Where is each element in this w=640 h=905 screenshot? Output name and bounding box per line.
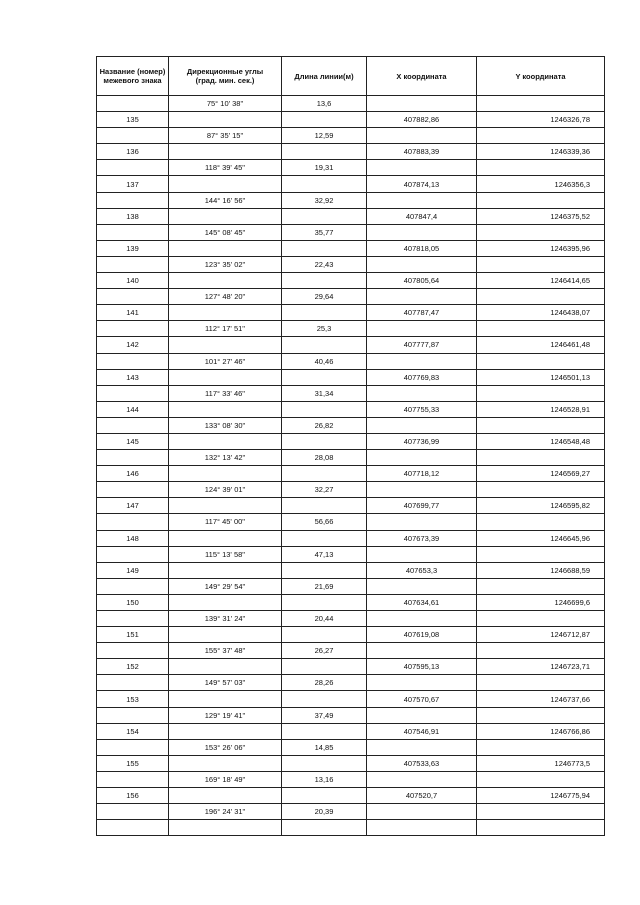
line-length-cell: 26,82	[282, 417, 367, 433]
table-row	[97, 144, 605, 160]
line-length-cell: 21,69	[282, 578, 367, 594]
direction-angle-cell: 139° 31' 24"	[169, 611, 282, 627]
y-coordinate-cell: 1246395,96	[477, 240, 605, 256]
direction-angle-cell	[169, 176, 282, 192]
direction-angle-cell: 112° 17' 51"	[169, 321, 282, 337]
coordinates-table	[96, 56, 605, 836]
direction-angle-cell	[169, 498, 282, 514]
direction-angle-cell	[169, 208, 282, 224]
line-length-cell	[282, 788, 367, 804]
x-coordinate-cell: 407874,13	[367, 176, 477, 192]
table-row	[97, 224, 605, 240]
table-row	[97, 755, 605, 771]
direction-angle-cell: 101° 27' 46"	[169, 353, 282, 369]
line-length-cell	[282, 112, 367, 128]
point-name-cell	[97, 417, 169, 433]
x-coordinate-cell	[367, 482, 477, 498]
direction-angle-cell: 196° 24' 31"	[169, 804, 282, 820]
x-coordinate-cell: 407883,39	[367, 144, 477, 160]
x-coordinate-cell	[367, 611, 477, 627]
line-length-cell: 37,49	[282, 707, 367, 723]
table-row	[97, 240, 605, 256]
x-coordinate-cell: 407520,7	[367, 788, 477, 804]
y-coordinate-cell: 1246528,91	[477, 401, 605, 417]
direction-angle-cell	[169, 755, 282, 771]
point-name-cell	[97, 128, 169, 144]
line-length-cell	[282, 820, 367, 836]
y-coordinate-cell	[477, 450, 605, 466]
header-line-length: Длина линии(м)	[282, 57, 367, 96]
table-row	[97, 514, 605, 530]
line-length-cell	[282, 240, 367, 256]
line-length-cell	[282, 594, 367, 610]
direction-angle-cell: 145° 08' 45"	[169, 224, 282, 240]
direction-angle-cell	[169, 337, 282, 353]
point-name-cell: 156	[97, 788, 169, 804]
point-name-cell	[97, 611, 169, 627]
direction-angle-cell	[169, 273, 282, 289]
x-coordinate-cell	[367, 514, 477, 530]
direction-angle-cell: 169° 18' 49"	[169, 771, 282, 787]
line-length-cell: 32,27	[282, 482, 367, 498]
line-length-cell: 40,46	[282, 353, 367, 369]
point-name-cell	[97, 450, 169, 466]
y-coordinate-cell	[477, 514, 605, 530]
line-length-cell: 31,34	[282, 385, 367, 401]
direction-angle-cell: 87° 35' 15"	[169, 128, 282, 144]
x-coordinate-cell: 407673,39	[367, 530, 477, 546]
point-name-cell: 137	[97, 176, 169, 192]
y-coordinate-cell	[477, 321, 605, 337]
table-row	[97, 707, 605, 723]
direction-angle-cell	[169, 820, 282, 836]
point-name-cell	[97, 256, 169, 272]
y-coordinate-cell	[477, 611, 605, 627]
y-coordinate-cell	[477, 643, 605, 659]
line-length-cell	[282, 305, 367, 321]
y-coordinate-cell	[477, 160, 605, 176]
table-header-row	[97, 57, 605, 96]
x-coordinate-cell: 407777,87	[367, 337, 477, 353]
table-row	[97, 321, 605, 337]
point-name-cell: 147	[97, 498, 169, 514]
x-coordinate-cell: 407699,77	[367, 498, 477, 514]
point-name-cell	[97, 482, 169, 498]
point-name-cell: 141	[97, 305, 169, 321]
table-row	[97, 208, 605, 224]
point-name-cell: 150	[97, 594, 169, 610]
line-length-cell: 25,3	[282, 321, 367, 337]
line-length-cell: 19,31	[282, 160, 367, 176]
line-length-cell: 47,13	[282, 546, 367, 562]
point-name-cell: 155	[97, 755, 169, 771]
direction-angle-cell	[169, 562, 282, 578]
y-coordinate-cell: 1246339,36	[477, 144, 605, 160]
line-length-cell	[282, 144, 367, 160]
direction-angle-cell	[169, 112, 282, 128]
point-name-cell: 142	[97, 337, 169, 353]
point-name-cell	[97, 224, 169, 240]
point-name-cell	[97, 804, 169, 820]
line-length-cell	[282, 530, 367, 546]
table-row	[97, 192, 605, 208]
x-coordinate-cell	[367, 820, 477, 836]
table-row	[97, 594, 605, 610]
line-length-cell	[282, 176, 367, 192]
x-coordinate-cell	[367, 771, 477, 787]
point-name-cell: 151	[97, 627, 169, 643]
table-row	[97, 305, 605, 321]
line-length-cell	[282, 723, 367, 739]
line-length-cell: 20,39	[282, 804, 367, 820]
header-y-coordinate: Y координата	[477, 57, 605, 96]
y-coordinate-cell: 1246414,65	[477, 273, 605, 289]
x-coordinate-cell	[367, 96, 477, 112]
table-row	[97, 256, 605, 272]
point-name-cell	[97, 771, 169, 787]
point-name-cell	[97, 514, 169, 530]
table-row	[97, 643, 605, 659]
x-coordinate-cell	[367, 450, 477, 466]
table-row	[97, 771, 605, 787]
line-length-cell: 56,66	[282, 514, 367, 530]
header-x-coordinate: X координата	[367, 57, 477, 96]
line-length-cell	[282, 208, 367, 224]
table-row	[97, 96, 605, 112]
point-name-cell: 140	[97, 273, 169, 289]
line-length-cell	[282, 562, 367, 578]
y-coordinate-cell	[477, 675, 605, 691]
point-name-cell: 148	[97, 530, 169, 546]
table-row	[97, 659, 605, 675]
line-length-cell: 22,43	[282, 256, 367, 272]
point-name-cell: 152	[97, 659, 169, 675]
direction-angle-cell	[169, 530, 282, 546]
point-name-cell: 154	[97, 723, 169, 739]
table-row	[97, 337, 605, 353]
point-name-cell: 153	[97, 691, 169, 707]
point-name-cell: 143	[97, 369, 169, 385]
direction-angle-cell	[169, 594, 282, 610]
table-row	[97, 578, 605, 594]
y-coordinate-cell	[477, 192, 605, 208]
table-row	[97, 562, 605, 578]
table-row	[97, 466, 605, 482]
direction-angle-cell: 132° 13' 42"	[169, 450, 282, 466]
table-row	[97, 530, 605, 546]
point-name-cell: 139	[97, 240, 169, 256]
point-name-cell	[97, 578, 169, 594]
y-coordinate-cell: 1246501,13	[477, 369, 605, 385]
x-coordinate-cell: 407847,4	[367, 208, 477, 224]
line-length-cell	[282, 466, 367, 482]
header-point-name	[97, 57, 169, 96]
y-coordinate-cell: 1246461,48	[477, 337, 605, 353]
y-coordinate-cell: 1246326,78	[477, 112, 605, 128]
line-length-cell	[282, 337, 367, 353]
y-coordinate-cell: 1246688,59	[477, 562, 605, 578]
x-coordinate-cell	[367, 417, 477, 433]
point-name-cell: 145	[97, 433, 169, 449]
direction-angle-cell: 117° 33' 46"	[169, 385, 282, 401]
table-row	[97, 160, 605, 176]
line-length-cell	[282, 627, 367, 643]
table-row	[97, 401, 605, 417]
x-coordinate-cell	[367, 160, 477, 176]
y-coordinate-cell: 1246548,48	[477, 433, 605, 449]
point-name-cell: 138	[97, 208, 169, 224]
direction-angle-cell	[169, 401, 282, 417]
table-row	[97, 417, 605, 433]
direction-angle-cell: 118° 39' 45"	[169, 160, 282, 176]
x-coordinate-cell	[367, 385, 477, 401]
point-name-cell	[97, 192, 169, 208]
x-coordinate-cell: 407533,63	[367, 755, 477, 771]
direction-angle-cell: 115° 13' 58"	[169, 546, 282, 562]
y-coordinate-cell: 1246737,66	[477, 691, 605, 707]
table-row	[97, 353, 605, 369]
direction-angle-cell: 117° 45' 00"	[169, 514, 282, 530]
y-coordinate-cell	[477, 417, 605, 433]
y-coordinate-cell	[477, 353, 605, 369]
y-coordinate-cell: 1246766,86	[477, 723, 605, 739]
table-row	[97, 289, 605, 305]
direction-angle-cell	[169, 788, 282, 804]
y-coordinate-cell	[477, 385, 605, 401]
y-coordinate-cell	[477, 482, 605, 498]
point-name-cell	[97, 707, 169, 723]
x-coordinate-cell	[367, 643, 477, 659]
direction-angle-cell: 75° 10' 38"	[169, 96, 282, 112]
header-direction-angle	[169, 57, 282, 96]
table-row	[97, 546, 605, 562]
header-point-name-line1: Название (номер)	[99, 67, 166, 76]
x-coordinate-cell: 407619,08	[367, 627, 477, 643]
table-row	[97, 385, 605, 401]
direction-angle-cell	[169, 305, 282, 321]
y-coordinate-cell	[477, 96, 605, 112]
line-length-cell: 12,59	[282, 128, 367, 144]
x-coordinate-cell: 407787,47	[367, 305, 477, 321]
point-name-cell	[97, 160, 169, 176]
x-coordinate-cell	[367, 224, 477, 240]
y-coordinate-cell: 1246356,3	[477, 176, 605, 192]
direction-angle-cell: 153° 26' 06"	[169, 739, 282, 755]
point-name-cell: 149	[97, 562, 169, 578]
table-row	[97, 433, 605, 449]
line-length-cell: 13,6	[282, 96, 367, 112]
direction-angle-cell: 133° 08' 30"	[169, 417, 282, 433]
point-name-cell: 135	[97, 112, 169, 128]
direction-angle-cell	[169, 723, 282, 739]
point-name-cell: 144	[97, 401, 169, 417]
x-coordinate-cell	[367, 256, 477, 272]
line-length-cell	[282, 433, 367, 449]
x-coordinate-cell	[367, 707, 477, 723]
header-direction-angle-line2: (град. мин. сек.)	[195, 76, 255, 85]
line-length-cell: 28,26	[282, 675, 367, 691]
table-row	[97, 176, 605, 192]
y-coordinate-cell: 1246712,87	[477, 627, 605, 643]
table-row	[97, 482, 605, 498]
x-coordinate-cell: 407769,83	[367, 369, 477, 385]
line-length-cell: 26,27	[282, 643, 367, 659]
direction-angle-cell: 123° 35' 02"	[169, 256, 282, 272]
x-coordinate-cell	[367, 128, 477, 144]
direction-angle-cell	[169, 369, 282, 385]
x-coordinate-cell	[367, 804, 477, 820]
y-coordinate-cell	[477, 820, 605, 836]
direction-angle-cell	[169, 659, 282, 675]
y-coordinate-cell	[477, 578, 605, 594]
point-name-cell	[97, 739, 169, 755]
x-coordinate-cell	[367, 289, 477, 305]
y-coordinate-cell: 1246375,52	[477, 208, 605, 224]
direction-angle-cell	[169, 144, 282, 160]
y-coordinate-cell: 1246699,6	[477, 594, 605, 610]
point-name-cell	[97, 321, 169, 337]
point-name-cell	[97, 289, 169, 305]
line-length-cell: 14,85	[282, 739, 367, 755]
line-length-cell: 20,44	[282, 611, 367, 627]
x-coordinate-cell: 407546,91	[367, 723, 477, 739]
table-row	[97, 675, 605, 691]
direction-angle-cell: 149° 57' 03"	[169, 675, 282, 691]
x-coordinate-cell: 407718,12	[367, 466, 477, 482]
direction-angle-cell: 124° 39' 01"	[169, 482, 282, 498]
line-length-cell	[282, 691, 367, 707]
header-point-name-line2: межевого знака	[103, 76, 162, 85]
x-coordinate-cell	[367, 578, 477, 594]
table-row	[97, 804, 605, 820]
table-row	[97, 820, 605, 836]
point-name-cell	[97, 820, 169, 836]
x-coordinate-cell: 407634,61	[367, 594, 477, 610]
x-coordinate-cell: 407595,13	[367, 659, 477, 675]
x-coordinate-cell: 407736,99	[367, 433, 477, 449]
y-coordinate-cell	[477, 739, 605, 755]
x-coordinate-cell	[367, 546, 477, 562]
y-coordinate-cell	[477, 771, 605, 787]
y-coordinate-cell: 1246645,96	[477, 530, 605, 546]
y-coordinate-cell	[477, 128, 605, 144]
table-row	[97, 450, 605, 466]
y-coordinate-cell: 1246438,07	[477, 305, 605, 321]
table-row	[97, 788, 605, 804]
direction-angle-cell: 127° 48' 20"	[169, 289, 282, 305]
line-length-cell	[282, 659, 367, 675]
table-row	[97, 498, 605, 514]
point-name-cell	[97, 385, 169, 401]
y-coordinate-cell	[477, 546, 605, 562]
y-coordinate-cell	[477, 289, 605, 305]
line-length-cell: 28,08	[282, 450, 367, 466]
y-coordinate-cell	[477, 256, 605, 272]
direction-angle-cell: 144° 16' 56"	[169, 192, 282, 208]
line-length-cell: 32,92	[282, 192, 367, 208]
table-row	[97, 739, 605, 755]
x-coordinate-cell: 407818,05	[367, 240, 477, 256]
table-row	[97, 273, 605, 289]
table-row	[97, 128, 605, 144]
direction-angle-cell	[169, 240, 282, 256]
direction-angle-cell	[169, 433, 282, 449]
direction-angle-cell	[169, 627, 282, 643]
y-coordinate-cell: 1246595,82	[477, 498, 605, 514]
line-length-cell	[282, 498, 367, 514]
point-name-cell	[97, 675, 169, 691]
table-row	[97, 112, 605, 128]
table-row	[97, 611, 605, 627]
direction-angle-cell: 129° 19' 41"	[169, 707, 282, 723]
point-name-cell: 146	[97, 466, 169, 482]
line-length-cell	[282, 755, 367, 771]
line-length-cell	[282, 401, 367, 417]
header-direction-angle-line1: Дирекционные углы	[186, 67, 264, 76]
line-length-cell: 29,64	[282, 289, 367, 305]
line-length-cell: 35,77	[282, 224, 367, 240]
x-coordinate-cell: 407755,33	[367, 401, 477, 417]
x-coordinate-cell	[367, 353, 477, 369]
x-coordinate-cell: 407570,67	[367, 691, 477, 707]
y-coordinate-cell	[477, 804, 605, 820]
point-name-cell	[97, 353, 169, 369]
y-coordinate-cell: 1246775,94	[477, 788, 605, 804]
x-coordinate-cell	[367, 192, 477, 208]
table-row	[97, 691, 605, 707]
table-row	[97, 369, 605, 385]
y-coordinate-cell	[477, 707, 605, 723]
line-length-cell	[282, 369, 367, 385]
y-coordinate-cell: 1246569,27	[477, 466, 605, 482]
point-name-cell	[97, 546, 169, 562]
y-coordinate-cell: 1246773,5	[477, 755, 605, 771]
table-row	[97, 627, 605, 643]
direction-angle-cell: 149° 29' 54"	[169, 578, 282, 594]
direction-angle-cell: 155° 37' 48"	[169, 643, 282, 659]
x-coordinate-cell	[367, 321, 477, 337]
x-coordinate-cell	[367, 675, 477, 691]
x-coordinate-cell: 407805,64	[367, 273, 477, 289]
point-name-cell: 136	[97, 144, 169, 160]
x-coordinate-cell: 407882,86	[367, 112, 477, 128]
x-coordinate-cell	[367, 739, 477, 755]
point-name-cell	[97, 643, 169, 659]
y-coordinate-cell	[477, 224, 605, 240]
direction-angle-cell	[169, 466, 282, 482]
table-row	[97, 723, 605, 739]
line-length-cell	[282, 273, 367, 289]
point-name-cell	[97, 96, 169, 112]
x-coordinate-cell: 407653,3	[367, 562, 477, 578]
y-coordinate-cell: 1246723,71	[477, 659, 605, 675]
direction-angle-cell	[169, 691, 282, 707]
line-length-cell: 13,16	[282, 771, 367, 787]
